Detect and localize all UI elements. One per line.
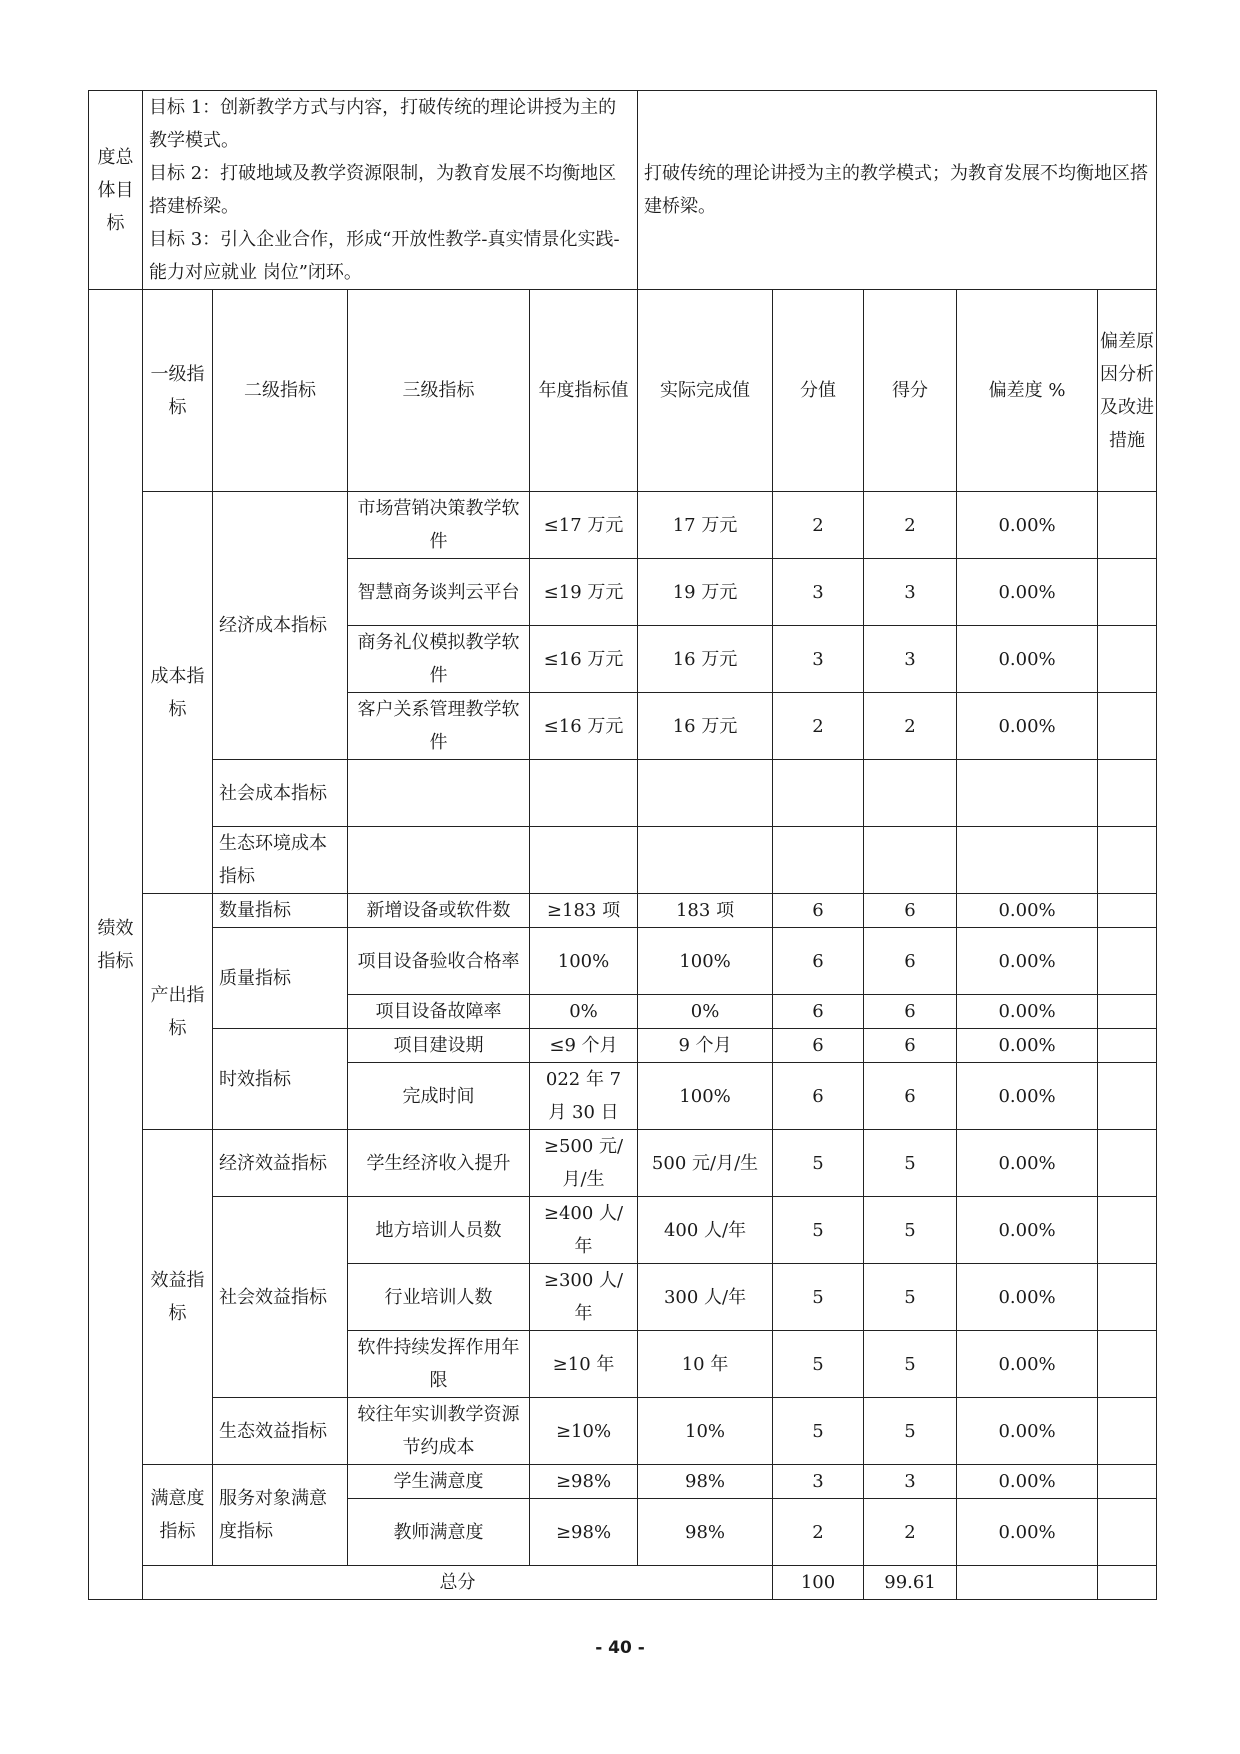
score-value: 5 <box>864 1398 957 1465</box>
table-row <box>89 827 1157 894</box>
eco-cost-label: 生态环境成本指标 <box>213 827 348 894</box>
weight-value: 2 <box>773 1499 864 1566</box>
weight-value: 6 <box>773 995 864 1029</box>
economic-cost-label: 经济成本指标 <box>213 492 348 760</box>
deviation-value: 0.00% <box>957 1331 1098 1398</box>
score-value: 6 <box>864 894 957 928</box>
reason-cell <box>1098 995 1157 1029</box>
target-value <box>530 827 638 894</box>
benefit-indicator-label: 效益指标 <box>143 1130 213 1465</box>
indicator-name: 项目设备验收合格率 <box>348 928 530 995</box>
weight-value: 5 <box>773 1197 864 1264</box>
target-value: ≥183 项 <box>530 894 638 928</box>
target-value: ≥98% <box>530 1499 638 1566</box>
deviation-value <box>957 827 1098 894</box>
goal-achieved-cell: 打破传统的理论讲授为主的教学模式；为教育发展不均衡地区搭建桥梁。 <box>638 91 1157 290</box>
indicator-name: 智慧商务谈判云平台 <box>348 559 530 626</box>
total-deviation <box>957 1566 1098 1600</box>
quantity-indicator-label: 数量指标 <box>213 894 348 928</box>
reason-cell <box>1098 693 1157 760</box>
quality-indicator-label: 质量指标 <box>213 928 348 1029</box>
score-value: 3 <box>864 1465 957 1499</box>
goal-section-label: 度总体目标 <box>89 91 143 290</box>
reason-cell <box>1098 1264 1157 1331</box>
table-row <box>89 928 1157 995</box>
target-value: ≤9 个月 <box>530 1029 638 1063</box>
target-value: ≥98% <box>530 1465 638 1499</box>
deviation-value: 0.00% <box>957 1029 1098 1063</box>
goal-item: 目标 1：创新教学方式与内容，打破传统的理论讲授为主的教学模式。 <box>149 97 617 151</box>
target-value: ≤16 万元 <box>530 626 638 693</box>
score-value: 5 <box>864 1130 957 1197</box>
weight-value: 6 <box>773 928 864 995</box>
weight-value: 5 <box>773 1264 864 1331</box>
reason-cell <box>1098 894 1157 928</box>
economic-benefit-label: 经济效益指标 <box>213 1130 348 1197</box>
actual-value: 98% <box>638 1465 773 1499</box>
score-value: 3 <box>864 559 957 626</box>
reason-cell <box>1098 827 1157 894</box>
total-score: 99.61 <box>864 1566 957 1600</box>
deviation-value: 0.00% <box>957 626 1098 693</box>
goal-item: 目标 2：打破地域及教学资源限制，为教育发展不均衡地区搭建桥梁。 <box>149 163 617 217</box>
header-row <box>89 290 1157 492</box>
reason-cell <box>1098 626 1157 693</box>
weight-value: 6 <box>773 1029 864 1063</box>
reason-cell <box>1098 1197 1157 1264</box>
actual-value: 98% <box>638 1499 773 1566</box>
deviation-value: 0.00% <box>957 1197 1098 1264</box>
score-value <box>864 760 957 827</box>
table-row <box>89 1029 1157 1063</box>
reason-cell <box>1098 1029 1157 1063</box>
actual-value: 100% <box>638 928 773 995</box>
deviation-value: 0.00% <box>957 1398 1098 1465</box>
actual-value: 16 万元 <box>638 693 773 760</box>
actual-value: 16 万元 <box>638 626 773 693</box>
target-value: ≥10 年 <box>530 1331 638 1398</box>
score-value: 5 <box>864 1197 957 1264</box>
deviation-value: 0.00% <box>957 1465 1098 1499</box>
total-reason <box>1098 1566 1157 1600</box>
deviation-value: 0.00% <box>957 1499 1098 1566</box>
header-level3: 三级指标 <box>348 290 530 492</box>
reason-cell <box>1098 1130 1157 1197</box>
deviation-value: 0.00% <box>957 1130 1098 1197</box>
actual-value: 10% <box>638 1398 773 1465</box>
indicator-name: 教师满意度 <box>348 1499 530 1566</box>
indicator-name: 项目建设期 <box>348 1029 530 1063</box>
deviation-value: 0.00% <box>957 1063 1098 1130</box>
table-row <box>89 894 1157 928</box>
score-value: 6 <box>864 995 957 1029</box>
goal-row <box>89 91 1157 290</box>
table-row <box>89 1398 1157 1465</box>
reason-cell <box>1098 1465 1157 1499</box>
satisfaction-indicator-label: 满意度指标 <box>143 1465 213 1566</box>
weight-value: 6 <box>773 894 864 928</box>
reason-cell <box>1098 760 1157 827</box>
actual-value: 10 年 <box>638 1331 773 1398</box>
deviation-value: 0.00% <box>957 928 1098 995</box>
total-weight: 100 <box>773 1566 864 1600</box>
reason-cell <box>1098 1331 1157 1398</box>
target-value: ≥300 人/年 <box>530 1264 638 1331</box>
score-value: 2 <box>864 693 957 760</box>
score-value: 5 <box>864 1264 957 1331</box>
actual-value: 500 元/月/生 <box>638 1130 773 1197</box>
timeliness-indicator-label: 时效指标 <box>213 1029 348 1130</box>
cost-indicator-label: 成本指标 <box>143 492 213 894</box>
score-value: 2 <box>864 492 957 559</box>
header-weight: 分值 <box>773 290 864 492</box>
weight-value: 5 <box>773 1398 864 1465</box>
indicator-name: 市场营销决策教学软件 <box>348 492 530 559</box>
total-row <box>89 1566 1157 1600</box>
actual-value <box>638 760 773 827</box>
actual-value: 9 个月 <box>638 1029 773 1063</box>
indicator-name: 软件持续发挥作用年限 <box>348 1331 530 1398</box>
reason-cell <box>1098 1063 1157 1130</box>
actual-value: 300 人/年 <box>638 1264 773 1331</box>
actual-value: 400 人/年 <box>638 1197 773 1264</box>
target-value: ≤16 万元 <box>530 693 638 760</box>
reason-cell <box>1098 1499 1157 1566</box>
table-row <box>89 760 1157 827</box>
table-row <box>89 492 1157 559</box>
output-indicator-label: 产出指标 <box>143 894 213 1130</box>
target-value: ≥500 元/月/生 <box>530 1130 638 1197</box>
actual-value: 100% <box>638 1063 773 1130</box>
perf-section-label: 绩效指标 <box>89 290 143 1600</box>
weight-value: 3 <box>773 1465 864 1499</box>
indicator-name: 完成时间 <box>348 1063 530 1130</box>
actual-value: 19 万元 <box>638 559 773 626</box>
page-number: - 40 - <box>595 1638 645 1658</box>
indicator-name: 学生经济收入提升 <box>348 1130 530 1197</box>
deviation-value <box>957 760 1098 827</box>
deviation-value: 0.00% <box>957 1264 1098 1331</box>
indicator-name: 较往年实训教学资源节约成本 <box>348 1398 530 1465</box>
target-value: 022 年 7 月 30 日 <box>530 1063 638 1130</box>
indicator-name: 新增设备或软件数 <box>348 894 530 928</box>
score-value <box>864 827 957 894</box>
target-value: ≥10% <box>530 1398 638 1465</box>
weight-value: 3 <box>773 559 864 626</box>
indicator-name: 地方培训人员数 <box>348 1197 530 1264</box>
indicator-name: 客户关系管理教学软件 <box>348 693 530 760</box>
social-cost-label: 社会成本指标 <box>213 760 348 827</box>
reason-cell <box>1098 559 1157 626</box>
deviation-value: 0.00% <box>957 693 1098 760</box>
target-value: ≥400 人/年 <box>530 1197 638 1264</box>
target-value <box>530 760 638 827</box>
service-satisfaction-label: 服务对象满意度指标 <box>213 1465 348 1566</box>
score-value: 2 <box>864 1499 957 1566</box>
actual-value: 0% <box>638 995 773 1029</box>
reason-cell <box>1098 928 1157 995</box>
actual-value <box>638 827 773 894</box>
deviation-value: 0.00% <box>957 492 1098 559</box>
reason-cell <box>1098 492 1157 559</box>
header-score: 得分 <box>864 290 957 492</box>
weight-value: 5 <box>773 1331 864 1398</box>
target-value: 100% <box>530 928 638 995</box>
score-value: 5 <box>864 1331 957 1398</box>
indicator-name: 学生满意度 <box>348 1465 530 1499</box>
weight-value: 6 <box>773 1063 864 1130</box>
weight-value <box>773 760 864 827</box>
reason-cell <box>1098 1398 1157 1465</box>
actual-value: 17 万元 <box>638 492 773 559</box>
score-value: 6 <box>864 1063 957 1130</box>
actual-value: 183 项 <box>638 894 773 928</box>
indicator-name <box>348 760 530 827</box>
social-benefit-label: 社会效益指标 <box>213 1197 348 1398</box>
table-row <box>89 1197 1157 1264</box>
header-reason: 偏差原因分析及改进措施 <box>1098 290 1157 492</box>
goal-targets-cell <box>143 91 638 290</box>
total-label: 总分 <box>143 1566 773 1600</box>
table-row <box>89 1130 1157 1197</box>
weight-value: 2 <box>773 492 864 559</box>
indicator-name: 项目设备故障率 <box>348 995 530 1029</box>
score-value: 3 <box>864 626 957 693</box>
header-level2: 二级指标 <box>213 290 348 492</box>
header-actual: 实际完成值 <box>638 290 773 492</box>
indicator-name: 行业培训人数 <box>348 1264 530 1331</box>
deviation-value: 0.00% <box>957 559 1098 626</box>
target-value: ≤19 万元 <box>530 559 638 626</box>
target-value: ≤17 万元 <box>530 492 638 559</box>
deviation-value: 0.00% <box>957 995 1098 1029</box>
performance-evaluation-table <box>88 90 1157 1600</box>
header-target: 年度指标值 <box>530 290 638 492</box>
header-level1: 一级指标 <box>143 290 213 492</box>
header-deviation: 偏差度 % <box>957 290 1098 492</box>
score-value: 6 <box>864 1029 957 1063</box>
indicator-name <box>348 827 530 894</box>
target-value: 0% <box>530 995 638 1029</box>
table-row <box>89 1465 1157 1499</box>
goal-item: 目标 3：引入企业合作，形成“开放性教学-真实情景化实践-能力对应就业 岗位”闭环。 <box>149 229 620 283</box>
weight-value: 5 <box>773 1130 864 1197</box>
weight-value <box>773 827 864 894</box>
weight-value: 2 <box>773 693 864 760</box>
indicator-name: 商务礼仪模拟教学软件 <box>348 626 530 693</box>
deviation-value: 0.00% <box>957 894 1098 928</box>
weight-value: 3 <box>773 626 864 693</box>
ecological-benefit-label: 生态效益指标 <box>213 1398 348 1465</box>
score-value: 6 <box>864 928 957 995</box>
